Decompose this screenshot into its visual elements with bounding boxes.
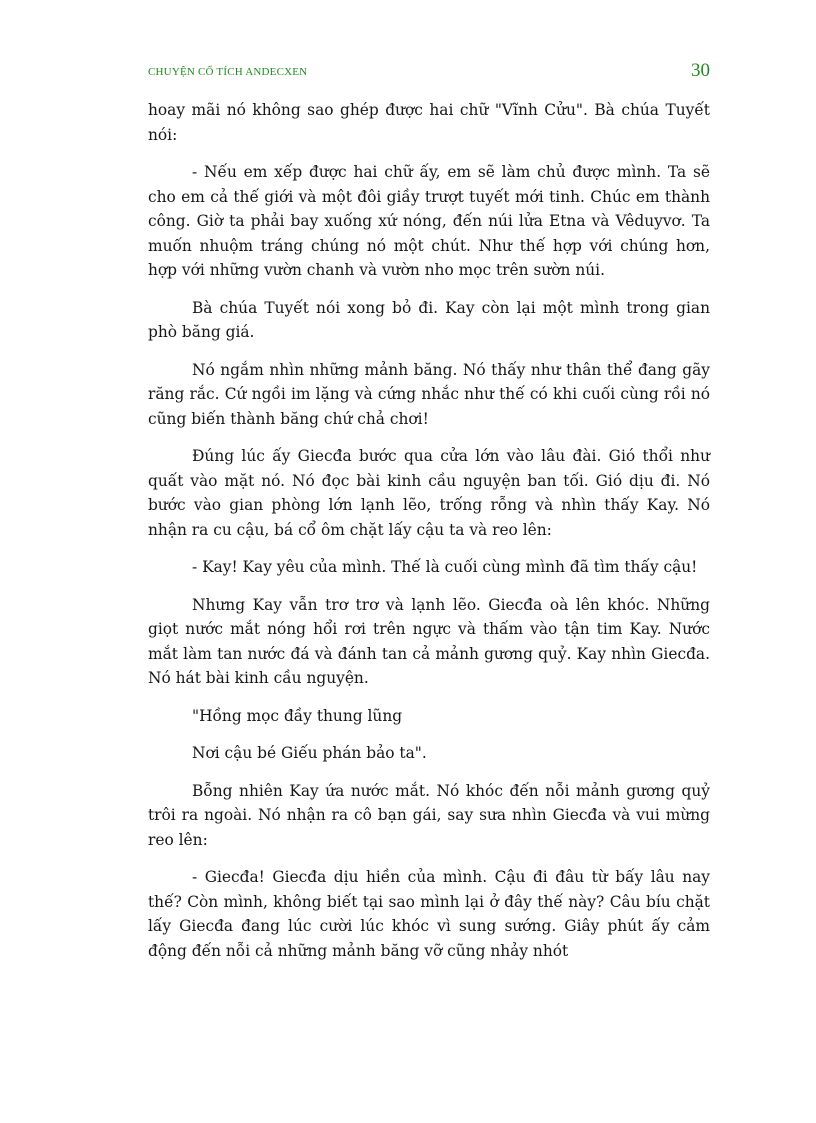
story-text xyxy=(148,98,710,976)
paragraph-continuation: hoay mãi nó không sao ghép được hai chữ "Vĩnh Cửu". Bà chúa Tuyết nói: xyxy=(148,101,710,144)
paragraph: Bà chúa Tuyết nói xong bỏ đi. Kay còn lại một mình trong gian phò băng giá. xyxy=(148,298,710,341)
paragraph: Bỗng nhiên Kay ứa nước mắt. Nó khóc đến nỗi mảnh gương quỷ trôi ra ngoài. Nó nhận ra cô bạn gái, say sưa nhìn Giecđa và vui mừng reo lên: xyxy=(148,781,710,849)
verse-line: "Hồng mọc đầy thung lũng xyxy=(192,706,403,725)
paragraph: Đúng lúc ấy Giecđa bước qua cửa lớn vào lâu đài. Gió thổi như quất vào mặt nó. Nó đọc bài kinh cầu nguyện ban tối. Gió dịu đi. Nó bước vào gian phòng lớn lạnh lẽo, trống rỗng và nhìn thấy Kay. Nó nhận ra cu cậu, bá cổ ôm chặt lấy cậu ta và reo lên: xyxy=(148,447,710,539)
book-title-header: CHUYỆN CỔ TÍCH ANDECXEN xyxy=(148,66,308,78)
paragraph: - Giecđa! Giecđa dịu hiền của mình. Cậu đi đâu từ bấy lâu nay thế? Còn mình, không biết tại sao mình lại ở đây thế này? Câu bíu chặt lấy Giecđa đang lúc cười lúc khóc vì sung sướng. Giây phút ấy cảm động đến nỗi cả những mảnh băng vỡ cũng nhảy nhót xyxy=(148,868,710,960)
paragraph: Nó ngắm nhìn những mảnh băng. Nó thấy như thân thể đang gãy răng rắc. Cứ ngồi im lặng và cứng nhắc như thế có khi cuối cùng rồi nó cũng biến thành băng chứ chả chơi! xyxy=(148,360,710,428)
verse-line: Nơi cậu bé Giếu phán bảo ta". xyxy=(192,744,427,762)
page-number: 30 xyxy=(691,60,710,81)
paragraph: - Kay! Kay yêu của mình. Thế là cuối cùng mình đã tìm thấy cậu! xyxy=(192,558,698,576)
paragraph: Nhưng Kay vẫn trơ trơ và lạnh lẽo. Giecđa oà lên khóc. Những giọt nước mắt nóng hổi rơi trên ngực và thấm vào tận tim Kay. Nước mắt làm tan nước đá và đánh tan cả mảnh gương quỷ. Kay nhìn Giecđa. Nó hát bài kinh cầu nguyện. xyxy=(148,595,710,687)
paragraph: - Nếu em xếp được hai chữ ấy, em sẽ làm chủ được mình. Ta sẽ cho em cả thế giới và một đôi giầy trượt tuyết mới tinh. Chúc em thành công. Giờ ta phải bay xuống xứ nóng, đến núi lửa Etna và Vêduyvơ. Ta muốn nhuộm tráng chúng nó một chút. Như thế hợp với chúng hơn, hợp với những vườn chanh và vườn nho mọc trên sườn núi. xyxy=(148,163,710,279)
running-header xyxy=(148,60,712,84)
